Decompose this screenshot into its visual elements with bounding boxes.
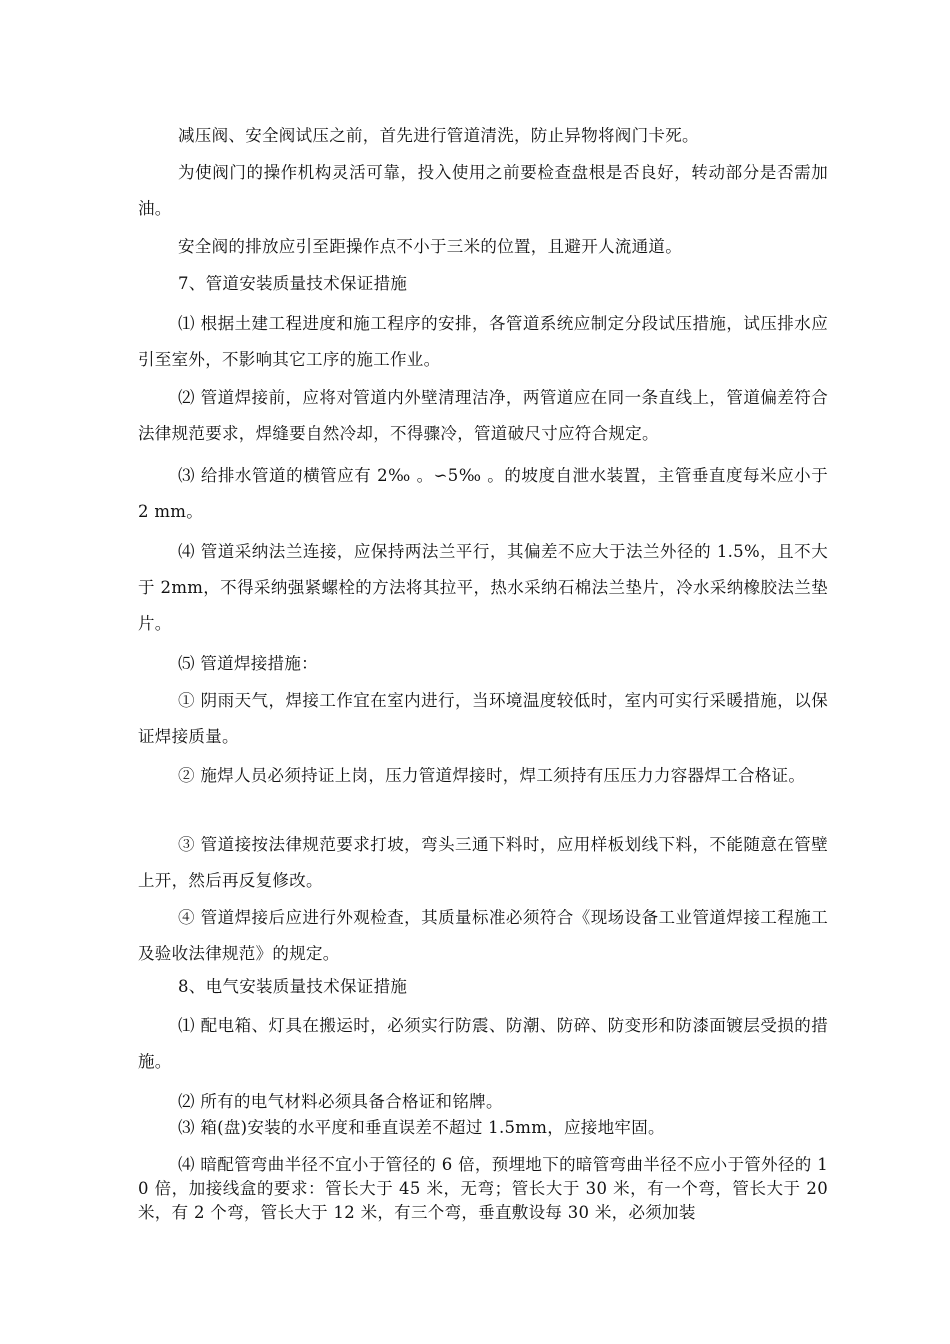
paragraph-electrical-item-4: ⑷ 暗配管弯曲半径不宜小于管径的 6 倍，预埋地下的暗管弯曲半径不应小于管外径的 10 倍，加接线盒的要求：管长大于 45 米，无弯；管长大于 30 米，有一个弯，管长大于 20 米，有 2 个弯，管长大于 12 米，有三个弯，垂直敷设每 30 米，必须加装 xyxy=(138,1155,828,1222)
paragraph-subitem-2: ② 施焊人员必须持证上岗，压力管道焊接时，焊工须持有压压力力容器焊工合格证。 xyxy=(178,766,806,785)
paragraph-item-3: ⑶ 给排水管道的横管应有 2‰ 。∽5‰ 。的坡度自泄水装置，主管垂直度每米应小于 2 mm。 xyxy=(138,466,828,521)
paragraph-electrical-item-3: ⑶ 箱(盘)安装的水平度和垂直误差不超过 1.5mm，应接地牢固。 xyxy=(178,1118,665,1137)
paragraph-subitem-3: ③ 管道接按法律规范要求打坡，弯头三通下料时，应用样板划线下料，不能随意在管壁上开，然后再反复修改。 xyxy=(138,835,828,890)
paragraph-safety-valve-discharge: 安全阀的排放应引至距操作点不小于三米的位置，且避开人流通道。 xyxy=(178,237,682,256)
paragraph-item-5: ⑸ 管道焊接措施： xyxy=(178,654,318,673)
heading-pipe-quality-measures: 7、管道安装质量技术保证措施 xyxy=(178,274,408,293)
paragraph-subitem-4: ④ 管道焊接后应进行外观检查，其质量标准必须符合《现场设备工业管道焊接工程施工及验收法律规范》的规定。 xyxy=(138,908,828,963)
heading-electrical-quality-measures: 8、电气安装质量技术保证措施 xyxy=(178,977,408,996)
paragraph-valve-operation: 为使阀门的操作机构灵活可靠，投入使用之前要检查盘根是否良好，转动部分是否需加油。 xyxy=(138,163,828,218)
paragraph-item-4: ⑷ 管道采纳法兰连接，应保持两法兰平行，其偏差不应大于法兰外径的 1.5%，且不大于 2mm，不得采纳强紧螺栓的方法将其拉平，热水采纳石棉法兰垫片，冷水采纳橡胶法兰垫片。 xyxy=(138,542,828,633)
paragraph-valve-pressure-test: 减压阀、安全阀试压之前，首先进行管道清洗，防止异物将阀门卡死。 xyxy=(178,126,699,145)
paragraph-item-2: ⑵ 管道焊接前，应将对管道内外壁清理洁净，两管道应在同一条直线上，管道偏差符合法律规范要求，焊缝要自然冷却，不得骤冷，管道破尺寸应符合规定。 xyxy=(138,388,828,443)
paragraph-electrical-item-2: ⑵ 所有的电气材料必须具备合格证和铭牌。 xyxy=(178,1092,503,1111)
paragraph-electrical-item-1: ⑴ 配电箱、灯具在搬运时，必须实行防震、防潮、防碎、防变形和防漆面镀层受损的措施。 xyxy=(138,1016,828,1071)
paragraph-subitem-1: ① 阴雨天气，焊接工作宜在室内进行，当环境温度较低时，室内可实行采暖措施，以保证焊接质量。 xyxy=(138,691,828,746)
paragraph-item-1: ⑴ 根据土建工程进度和施工程序的安排，各管道系统应制定分段试压措施，试压排水应引至室外，不影响其它工序的施工作业。 xyxy=(138,314,828,369)
